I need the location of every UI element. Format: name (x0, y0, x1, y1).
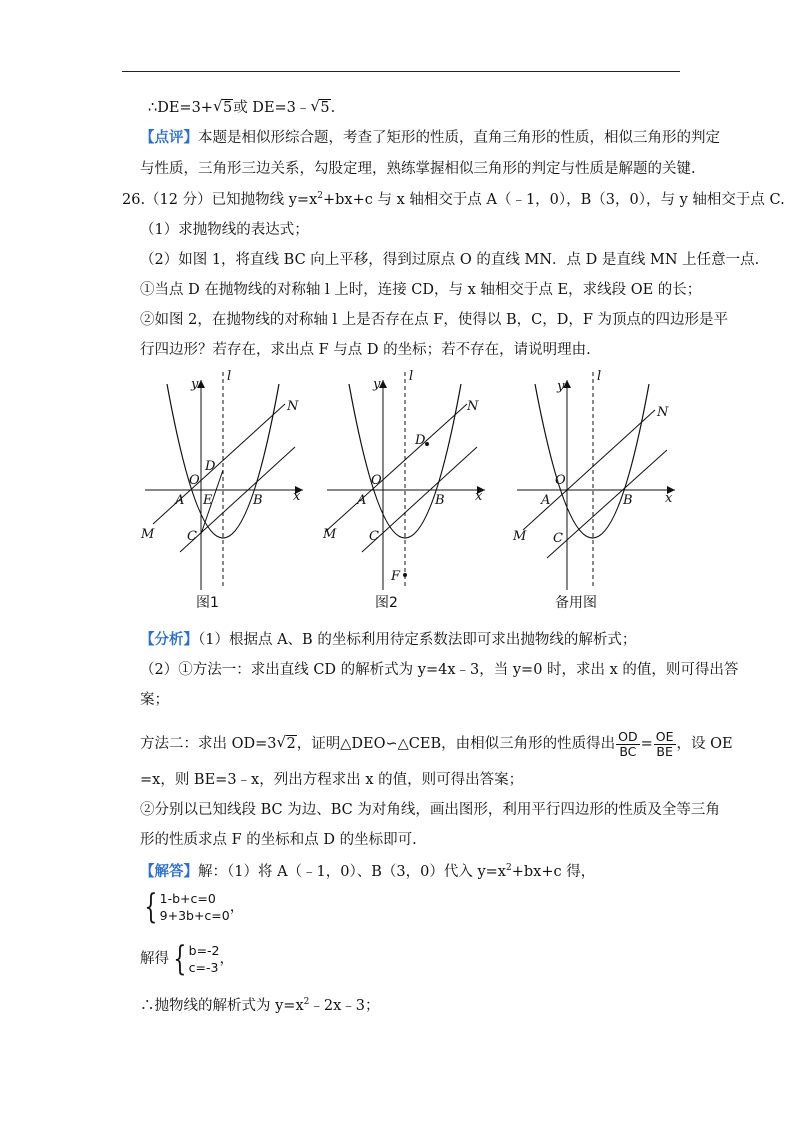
text: ∴抛物线的解析式为 y=x (140, 998, 304, 1014)
comment-text: 本题是相似形综合题，考查了矩形的性质，直角三角形的性质，相似三角形的判定 (198, 130, 720, 146)
point-d (425, 442, 429, 446)
system-rows (160, 890, 230, 924)
label-x: x (293, 489, 301, 504)
label-n: N (287, 399, 299, 414)
label-b: B (253, 493, 263, 508)
line-mn (523, 410, 655, 530)
label-m: M (323, 527, 337, 542)
text: （2）①方法一：求出直线 CD 的解析式为 y=4x﹣3，当 y=0 时，求出 x 的值，则可得出答 (140, 662, 739, 678)
label-e: E (203, 493, 213, 508)
label-l: l (597, 369, 602, 384)
parabola (535, 384, 649, 538)
question-part-2-2a (140, 310, 728, 330)
equation-system-1 (140, 887, 245, 927)
text: ， (229, 899, 245, 915)
brace-system (140, 887, 230, 927)
question-part-2-1 (140, 280, 701, 300)
label-d: D (415, 433, 426, 448)
label-d: D (205, 459, 216, 474)
text: ，证明△DEO∽△CEB，由相似三角形的性质得出 (296, 736, 616, 752)
label-n: N (467, 399, 479, 414)
label-a: A (357, 493, 367, 508)
label-o: O (555, 473, 566, 488)
header-rule (122, 71, 680, 72)
text: +bx+c 得， (511, 864, 596, 880)
comment-tag: 【点评】 (140, 129, 198, 146)
text: ∴DE=3+ (148, 100, 213, 116)
label-c: C (187, 529, 197, 544)
radicand: 5 (320, 100, 330, 116)
fraction-oe-be (654, 730, 676, 759)
caption-figure-spare: 备用图 (555, 595, 597, 611)
text: ，设 OE (676, 736, 733, 752)
numerator: OD (618, 728, 638, 744)
point-f (403, 573, 407, 577)
text: 解得 (140, 951, 169, 967)
text: ， (219, 951, 235, 967)
label-o: O (371, 473, 382, 488)
line-de-result (148, 98, 335, 118)
analysis-line-3 (140, 690, 169, 710)
text: ②如图 2，在抛物线的对称轴 l 上是否存在点 F，使得以 B，C，D，F 为顶点的四边形是平 (140, 312, 729, 328)
label-n: N (657, 405, 669, 420)
radicand: 2 (286, 736, 296, 752)
figures-panel (135, 362, 695, 622)
label-x: x (475, 489, 483, 504)
denominator: BE (656, 743, 673, 759)
brace-icon: { (144, 887, 158, 927)
question-part-2-2b (140, 340, 591, 360)
label-b: B (623, 493, 633, 508)
line-bc (547, 450, 667, 558)
comment-line-2 (140, 159, 696, 179)
analysis-method-2 (140, 728, 733, 760)
text: ①当点 D 在抛物线的对称轴 l 上时，连接 CD，与 x 轴相交于点 E，求线段 OE 的长； (140, 282, 702, 298)
line-mn (325, 404, 467, 532)
brace-system (169, 939, 220, 979)
text: +bx+c 与 x 轴相交于点 A（﹣1，0），B（3，0），与 y 轴相交于点 C. (322, 192, 785, 208)
equation-system-2 (140, 939, 235, 979)
denominator: BC (619, 743, 637, 759)
superscript: 2 (303, 997, 310, 1007)
superscript: 2 (317, 191, 323, 201)
text: 方法二：求出 OD=3 (140, 736, 277, 752)
label-m: M (513, 529, 527, 544)
comment-line-1 (140, 128, 720, 148)
text: （2）如图 1，将直线 BC 向上平移，得到过原点 O 的直线 MN．点 D 是直线 MN 上任意一点. (140, 252, 760, 268)
label-l: l (227, 369, 232, 384)
answer-tag: 【解答】 (140, 863, 198, 880)
line-mn (153, 404, 285, 524)
label-b: B (435, 493, 445, 508)
label-x: x (665, 491, 673, 506)
comment-text: 与性质，三角形三边关系，勾股定理，熟练掌握相似三角形的判定与性质是解题的关键. (140, 161, 696, 177)
analysis-line-1 (140, 630, 636, 650)
line-bc (362, 447, 477, 552)
analysis-method-2-cont (140, 770, 523, 790)
label-f: F (391, 569, 401, 584)
text: . (330, 100, 336, 116)
text: （1）根据点 A、B 的坐标利用待定系数法即可求出抛物线的解析式； (198, 632, 637, 648)
text: ﹣2x﹣3； (309, 998, 380, 1014)
equation-row: 1-b+c=0 (159, 891, 216, 906)
caption-figure-2: 图2 (375, 595, 398, 611)
text: 形的性质求点 F 的坐标和点 D 的坐标即可. (140, 832, 417, 848)
equation-row: b=-2 (188, 943, 220, 958)
question-part-1 (140, 220, 309, 240)
system-rows (189, 942, 220, 976)
label-a: A (541, 493, 551, 508)
text: 行四边形？若存在，求出点 F 与点 D 的坐标；若不存在，请说明理由. (140, 342, 591, 358)
text: 26.（12 分）已知抛物线 y=x (122, 192, 318, 208)
sqrt (310, 98, 330, 118)
equation-row: c=-3 (188, 960, 219, 975)
line-bc (180, 447, 295, 552)
label-m: M (141, 527, 155, 542)
label-c: C (553, 531, 563, 546)
fraction-od-bc (616, 730, 639, 759)
text: 案； (140, 692, 169, 708)
sqrt (213, 98, 233, 118)
figure-2 (322, 369, 485, 590)
figure-1 (140, 369, 303, 590)
label-o: O (189, 473, 200, 488)
answer-line-1 (140, 862, 595, 882)
text: 解：（1）将 A（﹣1，0）、B（3，0）代入 y=x (198, 864, 506, 880)
label-y: y (557, 379, 565, 394)
text: ②分别以已知线段 BC 为边、BC 为对角线，画出图形，利用平行四边形的性质及全等三角 (140, 802, 720, 818)
text: =x，则 BE=3﹣x，列出方程求出 x 的值，则可得出答案； (140, 772, 524, 788)
label-y: y (373, 377, 381, 392)
question-26 (122, 190, 785, 210)
text: 或 DE=3﹣ (233, 100, 311, 116)
text: = (640, 736, 653, 752)
analysis-line-5 (140, 830, 417, 850)
analysis-line-4 (140, 800, 720, 820)
numerator: OE (655, 728, 674, 744)
equation-row: 9+3b+c=0 (159, 908, 230, 923)
answer-final (140, 996, 380, 1016)
superscript: 2 (506, 863, 512, 873)
label-l: l (409, 369, 414, 384)
caption-figure-1: 图1 (196, 595, 219, 611)
text: （1）求抛物线的表达式； (140, 222, 309, 238)
label-c: C (369, 529, 379, 544)
radicand: 5 (222, 100, 233, 116)
question-part-2 (140, 250, 759, 270)
analysis-tag: 【分析】 (140, 631, 198, 648)
brace-icon: { (173, 939, 187, 979)
sqrt (277, 728, 297, 760)
label-y: y (191, 377, 199, 392)
label-a: A (175, 493, 185, 508)
analysis-line-2 (140, 660, 738, 680)
figure-spare (512, 369, 675, 590)
